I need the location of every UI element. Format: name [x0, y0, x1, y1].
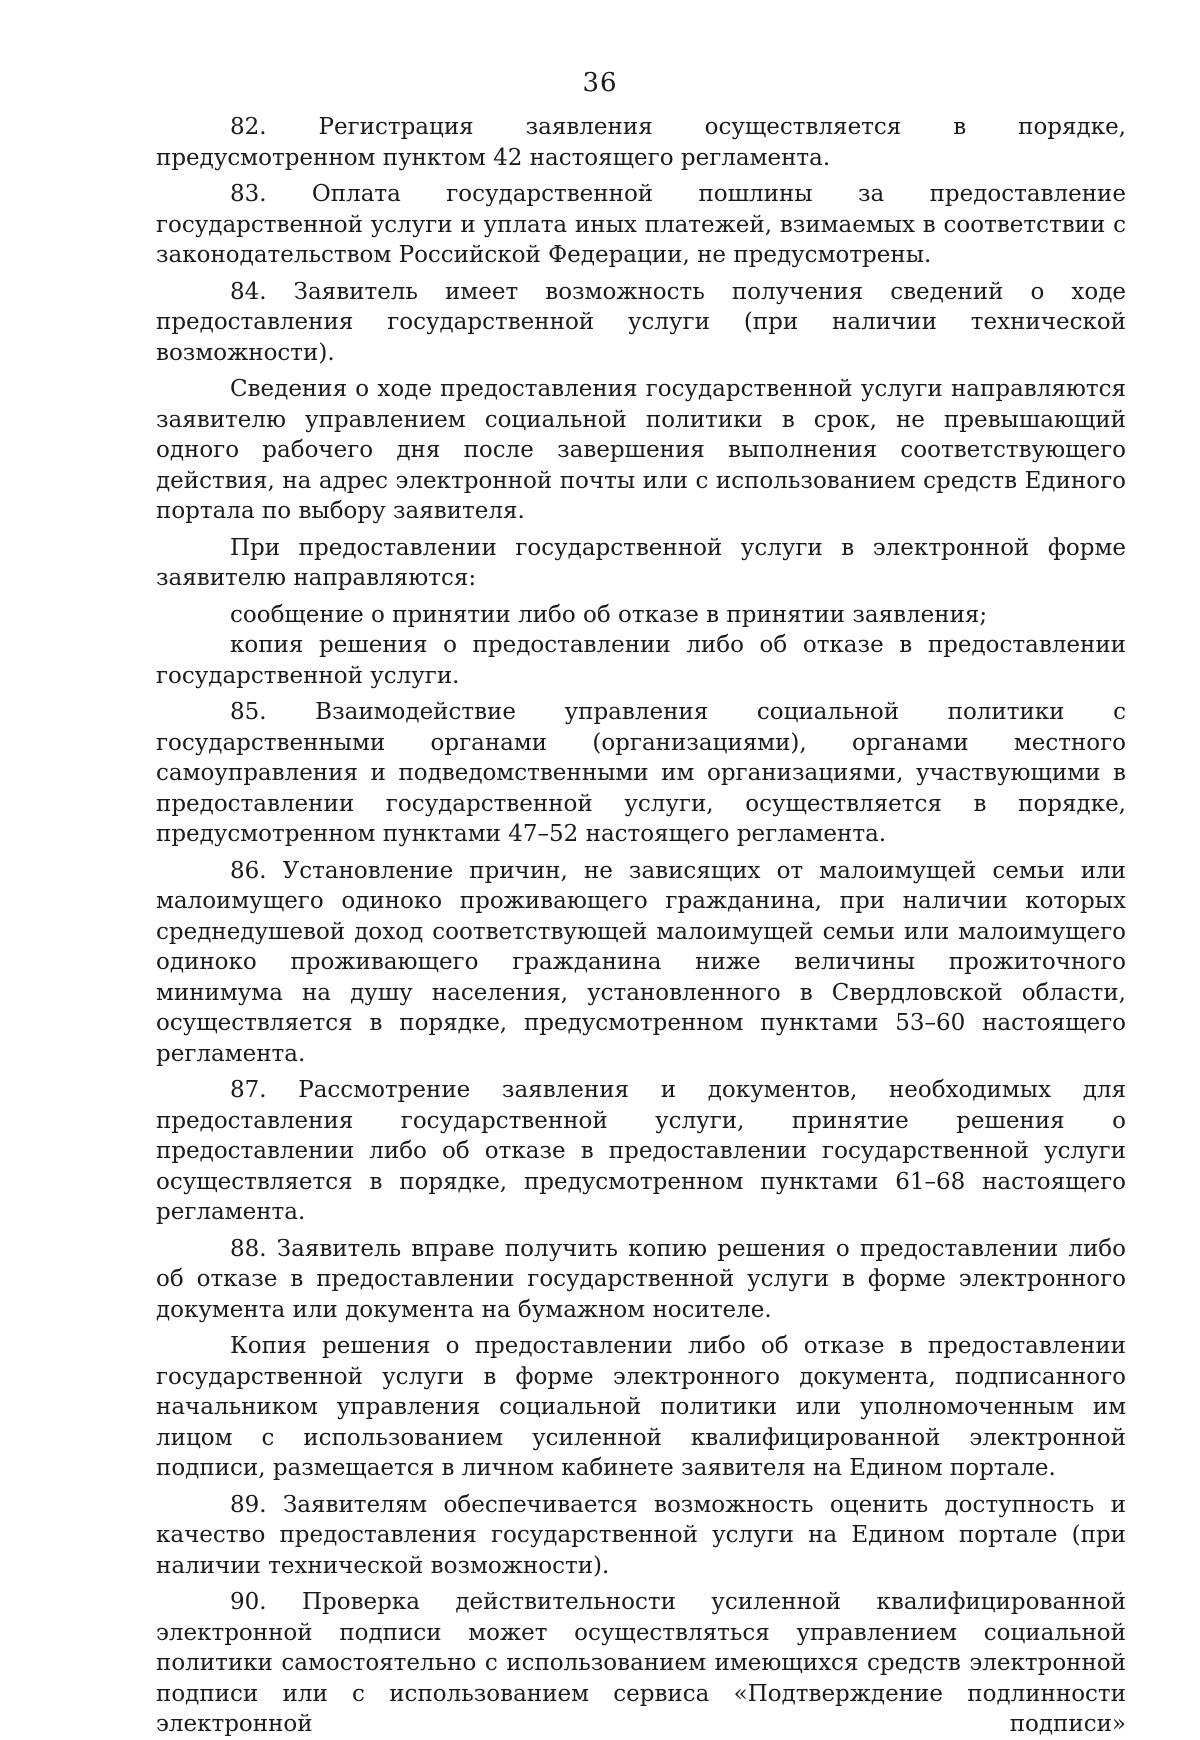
paragraph-86: 86. Установление причин, не зависящих от малоимущей семьи или малоимущего одиноко проживающего гражданина, при наличии которых среднедушевой доход соответствующей малоимущей семьи или малоимущего одиноко проживающего гражданина ниже величины прожиточного минимума на душу населения, установленного в Свердловской области, осуществляется в порядке, предусмотренном пунктами 53–60 настоящего регламента. — [156, 857, 1126, 1067]
paragraph-84-electronic: При предоставлении государственной услуги в электронной форме заявителю направляются: — [156, 534, 1126, 591]
paragraph-84: 84. Заявитель имеет возможность получения сведений о ходе предоставления государственной услуги (при наличии технической возможности). — [156, 278, 1126, 366]
paragraph-88: 88. Заявитель вправе получить копию решения о предоставлении либо об отказе в предоставлении государственной услуги в форме электронного документа или документа на бумажном носителе. — [156, 1235, 1126, 1323]
paragraph-84-info: Сведения о ходе предоставления государственной услуги направляются заявителю управлением социальной политики в срок, не превышающий одного рабочего дня после завершения выполнения соответствующего действия, на адрес электронной почты или с использованием средств Единого портала по выбору заявителя. — [156, 376, 1126, 524]
paragraph-82: 82. Регистрация заявления осуществляется в порядке, предусмотренном пунктом 42 настоящего регламента. — [156, 114, 1126, 171]
document-body — [156, 112, 1126, 1740]
paragraph-83: 83. Оплата государственной пошлины за предоставление государственной услуги и уплата иных платежей, взимаемых в соответствии с законодательством Российской Федерации, не предусмотрены. — [156, 181, 1126, 268]
paragraph-85: 85. Взаимодействие управления социальной политики с государственными органами (организациями), органами местного самоуправления и подведомственными им организациями, участвующими в предоставлении государственной услуги, осуществляется в порядке, предусмотренном пунктами 47–52 настоящего регламента. — [156, 699, 1126, 847]
page-number: 36 — [582, 68, 618, 98]
paragraph-90: 90. Проверка действительности усиленной квалифицированной электронной подписи может осуществляться управлением социальной политики самостоятельно с использованием имеющихся средств электронной подписи или с использованием сервиса «Подтверждение подлинности электронной подписи» — [156, 1589, 1126, 1737]
list-item-message: сообщение о принятии либо об отказе в принятии заявления; — [230, 601, 988, 628]
paragraph-87: 87. Рассмотрение заявления и документов, необходимых для предоставления государственной услуги, принятие решения о предоставлении либо об отказе в предоставлении государственной услуги осуществляется в порядке, предусмотренном пунктами 61–68 настоящего регламента. — [156, 1077, 1126, 1225]
paragraph-89: 89. Заявителям обеспечивается возможность оценить доступность и качество предоставления государственной услуги на Едином портале (при наличии технической возможности). — [156, 1491, 1126, 1579]
list-item-decision-copy: копия решения о предоставлении либо об отказе в предоставлении государственной услуги. — [156, 632, 1126, 689]
paragraph-88-copy: Копия решения о предоставлении либо об отказе в предоставлении государственной услуги в форме электронного документа, подписанного начальником управления социальной политики или уполномоченным им лицом с использованием усиленной квалифицированной электронной подписи, размещается в личном кабинете заявителя на Едином портале. — [156, 1333, 1126, 1481]
